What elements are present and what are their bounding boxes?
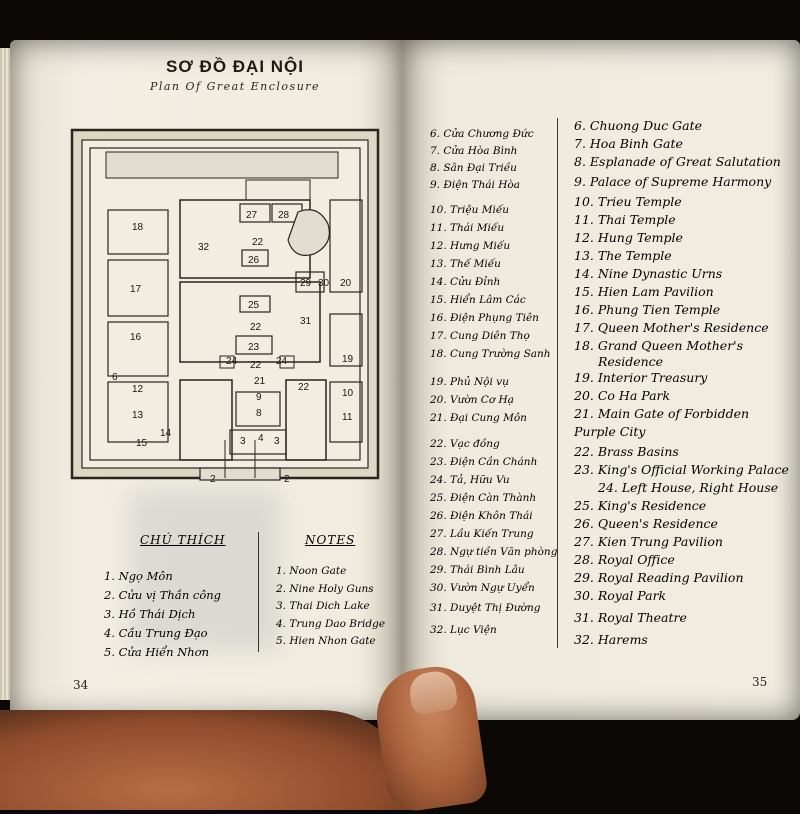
column-divider bbox=[557, 118, 558, 648]
notes-vn-list bbox=[104, 567, 221, 662]
map-label: 10 bbox=[342, 388, 354, 399]
legend-en-item: 11. Thai Temple bbox=[574, 212, 676, 227]
map-label: 15 bbox=[136, 438, 148, 449]
map-label: 22 bbox=[252, 237, 264, 248]
map-label: 32 bbox=[198, 242, 210, 253]
note-item: 5. Cửa Hiển Nhơn bbox=[104, 645, 209, 659]
map-label: 18 bbox=[132, 222, 144, 233]
map-label: 30 bbox=[318, 278, 330, 289]
legend-vn-item: 10. Triệu Miếu bbox=[430, 204, 510, 216]
legend-en-item: 8. Esplanade of Great Salutation bbox=[574, 154, 781, 169]
map-label: 27 bbox=[246, 210, 258, 221]
legend-vn-item: 7. Cửa Hòa Bình bbox=[430, 145, 518, 157]
legend-vn-item: 17. Cung Diên Thọ bbox=[430, 330, 530, 342]
map-label: 12 bbox=[132, 384, 144, 395]
legend-vn-item: 32. Lục Viện bbox=[430, 624, 497, 636]
legend-en-item: 28. Royal Office bbox=[574, 552, 675, 567]
legend-en-item: 9. Palace of Supreme Harmony bbox=[574, 174, 772, 189]
map-label: 17 bbox=[130, 284, 142, 295]
map-label: 22 bbox=[298, 382, 310, 393]
map-label: 26 bbox=[248, 255, 260, 266]
map-label: 2 bbox=[284, 474, 290, 485]
map-label: 3 bbox=[240, 436, 246, 447]
legend-en-item: 21. Main Gate of Forbidden bbox=[574, 406, 750, 421]
legend-vn-item: 25. Điện Càn Thành bbox=[430, 492, 537, 504]
map-label: 25 bbox=[248, 300, 260, 311]
legend-vn-item: 28. Ngự tiền Văn phòng bbox=[430, 546, 558, 558]
legend-en-item: 7. Hoa Binh Gate bbox=[574, 136, 683, 151]
note-item: 4. Cầu Trung Đạo bbox=[104, 626, 208, 640]
map-label: 6 bbox=[112, 372, 118, 383]
map-label: 22 bbox=[250, 360, 262, 371]
legend-vn-item: 12. Hưng Miếu bbox=[430, 240, 511, 252]
map-label: 2 bbox=[210, 474, 216, 485]
legend-en-item: 32. Harems bbox=[574, 632, 648, 647]
map-label: 28 bbox=[278, 210, 290, 221]
legend-vn-item: 24. Tả, Hữu Vu bbox=[430, 474, 510, 486]
map-label: 23 bbox=[248, 342, 260, 353]
map-label: 11 bbox=[342, 412, 353, 423]
note-item: 3. Hồ Thái Dịch bbox=[104, 607, 196, 621]
legend-en-item: 31. Royal Theatre bbox=[574, 610, 687, 625]
map-title: SƠ ĐỒ ĐẠI NỘI bbox=[165, 57, 304, 76]
legend-vn-item: 21. Đại Cung Môn bbox=[430, 412, 527, 424]
legend-vn-item: 6. Cửa Chương Đức bbox=[430, 128, 534, 140]
legend-en-item: 15. Hien Lam Pavilion bbox=[574, 284, 714, 299]
legend-en-item: 30. Royal Park bbox=[574, 588, 667, 603]
map-label: 21 bbox=[254, 376, 266, 387]
legend-en-item: 10. Trieu Temple bbox=[574, 194, 682, 209]
note-item: 2. Cửu vị Thần công bbox=[104, 588, 222, 602]
legend-vn-item: 16. Điện Phụng Tiên bbox=[430, 312, 539, 324]
page-number-right: 35 bbox=[752, 675, 768, 689]
legend-en-item: 19. Interior Treasury bbox=[574, 370, 708, 385]
note-item: 1. Noon Gate bbox=[276, 565, 347, 577]
legend-en-item: 6. Chuong Duc Gate bbox=[574, 118, 703, 133]
map-label: 4 bbox=[258, 433, 264, 444]
map-label: 20 bbox=[340, 278, 352, 289]
legend-vn-item: 19. Phủ Nội vụ bbox=[430, 376, 509, 388]
legend-en-item: 22. Brass Basins bbox=[574, 444, 679, 459]
map-label: 9 bbox=[256, 392, 262, 403]
legend-en-item: 17. Queen Mother's Residence bbox=[574, 320, 769, 335]
legend-vn-item: 14. Cửu Đỉnh bbox=[430, 276, 501, 288]
legend-vn-item: 31. Duyệt Thị Đường bbox=[430, 602, 541, 614]
notes-vn-heading: CHÚ THÍCH bbox=[140, 533, 226, 547]
legend-en-item: 23. King's Official Working Palace bbox=[574, 462, 789, 477]
legend-en-item: 18. Grand Queen Mother's bbox=[574, 338, 744, 353]
legend-en-item: 27. Kien Trung Pavilion bbox=[574, 534, 723, 549]
legend-vn-item: 27. Lầu Kiến Trung bbox=[430, 528, 534, 540]
legend-vn-item: 26. Điện Khôn Thái bbox=[430, 510, 533, 522]
legend-en-item: 14. Nine Dynastic Urns bbox=[574, 266, 723, 281]
note-item: 5. Hien Nhon Gate bbox=[276, 635, 376, 647]
legend-en-item: 25. King's Residence bbox=[574, 498, 707, 513]
map-label: 14 bbox=[160, 428, 172, 439]
notes-en-heading: NOTES bbox=[305, 533, 356, 547]
map-label: 8 bbox=[256, 408, 262, 419]
legend-vn-item: 11. Thái Miếu bbox=[430, 222, 505, 234]
legend-vn-item: 22. Vạc đồng bbox=[430, 438, 500, 450]
legend-vn-item: 29. Thái Bình Lâu bbox=[430, 564, 525, 576]
notes-divider bbox=[258, 532, 259, 652]
note-item: 3. Thai Dich Lake bbox=[276, 600, 370, 612]
map-label: 16 bbox=[130, 332, 142, 343]
map-label: 24 bbox=[226, 356, 238, 367]
map-label: 22 bbox=[250, 322, 262, 333]
legend-en-item: 20. Co Ha Park bbox=[574, 388, 671, 403]
legend-en-item: 16. Phung Tien Temple bbox=[574, 302, 721, 317]
map-label: 29 bbox=[300, 278, 312, 289]
legend-en-item: 26. Queen's Residence bbox=[574, 516, 718, 531]
enclosure-map bbox=[60, 100, 390, 502]
legend-en-item: 12. Hung Temple bbox=[574, 230, 683, 245]
legend-en-item: 13. The Temple bbox=[574, 248, 672, 263]
legend-vn-item: 30. Vườn Ngự Uyển bbox=[430, 582, 535, 594]
map-label: 3 bbox=[274, 436, 280, 447]
legend-vn-item: 9. Điện Thái Hòa bbox=[430, 179, 520, 191]
legend-en-item: Purple City bbox=[574, 424, 646, 439]
legend-vn-item: 8. Sân Đại Triều bbox=[430, 162, 517, 174]
legend-en-item: Residence bbox=[598, 354, 664, 369]
map-label: 24 bbox=[276, 356, 288, 367]
note-item: 4. Trung Dao Bridge bbox=[276, 617, 386, 630]
legend-en-item: 24. Left House, Right House bbox=[598, 480, 779, 495]
legend-vn-item: 15. Hiển Lâm Các bbox=[430, 294, 526, 306]
map-subtitle: Plan Of Great Enclosure bbox=[149, 80, 321, 93]
notes-en-list bbox=[276, 563, 385, 651]
legend-vn-item: 23. Điện Cần Chánh bbox=[430, 456, 538, 468]
hand-palm bbox=[0, 710, 420, 810]
map-label: 31 bbox=[300, 316, 312, 327]
note-item: 2. Nine Holy Guns bbox=[276, 582, 374, 595]
legend-vn-item: 18. Cung Trường Sanh bbox=[430, 348, 551, 360]
page-number-left: 34 bbox=[73, 678, 89, 692]
note-item: 1. Ngọ Môn bbox=[104, 569, 173, 583]
map-label: 19 bbox=[342, 354, 354, 365]
enclosure-map-svg bbox=[60, 100, 390, 502]
legend-vn-item: 13. Thế Miếu bbox=[430, 258, 501, 270]
map-label: 13 bbox=[132, 410, 144, 421]
legend-vn-item: 20. Vườn Cơ Hạ bbox=[430, 394, 514, 406]
legend-en-item: 29. Royal Reading Pavilion bbox=[574, 570, 744, 585]
